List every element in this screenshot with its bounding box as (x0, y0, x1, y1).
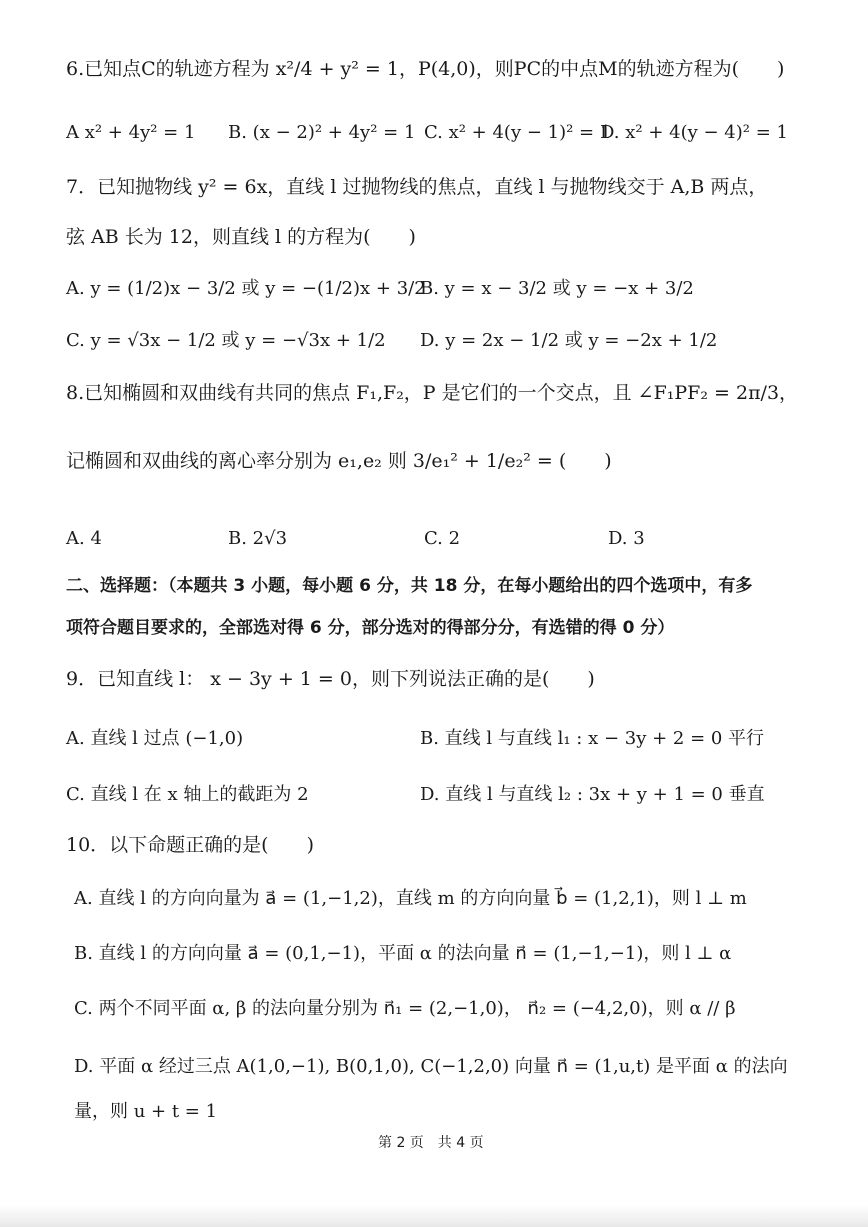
q7-option-b: B. y = x − 3/2 或 y = −x + 3/2 (420, 278, 694, 299)
q9-option-b: B. 直线 l 与直线 l₁ : x − 3y + 2 = 0 平行 (420, 728, 765, 749)
q7-option-a: A. y = (1/2)x − 3/2 或 y = −(1/2)x + 3/2 (66, 278, 426, 299)
q10-option-b: B. 直线 l 的方向向量 a⃗ = (0,1,−1)，平面 α 的法向量 n⃗ = (1,−1,−1)，则 l ⊥ α (74, 943, 732, 964)
q6-option-c: C. x² + 4(y − 1)² = 1 (424, 122, 612, 143)
page-footer: 第 2 页 共 4 页 (378, 1135, 484, 1151)
q8-stem-line1: 8.已知椭圆和双曲线有共同的焦点 F₁,F₂，P 是它们的一个交点，且 ∠F₁PF₂ = 2π/3， (66, 382, 799, 404)
q8-option-d: D. 3 (608, 528, 645, 549)
q10-option-a: A. 直线 l 的方向向量为 a⃗ = (1,−1,2)，直线 m 的方向向量 b⃗ = (1,2,1)，则 l ⊥ m (74, 888, 747, 909)
q9-option-a: A. 直线 l 过点 (−1,0) (66, 728, 244, 749)
scan-edge (0, 1205, 868, 1227)
q6-option-b: B. (x − 2)² + 4y² = 1 (228, 122, 416, 143)
q10-option-c: C. 两个不同平面 α, β 的法向量分别为 n⃗₁ = (2,−1,0)， n⃗₂ = (−4,2,0)，则 α // β (74, 998, 736, 1019)
q6-stem: 6.已知点C的轨迹方程为 x²/4 + y² = 1，P(4,0)，则PC的中点M的轨迹方程为( ) (66, 58, 785, 80)
q8-option-c: C. 2 (424, 528, 461, 549)
q7-option-c: C. y = √3x − 1/2 或 y = −√3x + 1/2 (66, 330, 386, 351)
q8-option-b: B. 2√3 (228, 528, 288, 549)
q8-option-a: A. 4 (66, 528, 102, 549)
q9-stem: 9．已知直线 l： x − 3y + 1 = 0，则下列说法正确的是( ) (66, 668, 595, 690)
q6-option-d: D. x² + 4(y − 4)² = 1 (600, 122, 788, 143)
section2-instructions-line2: 项符合题目要求的，全部选对得 6 分，部分选对的得部分分，有选错的得 0 分） (66, 618, 675, 638)
q9-option-d: D. 直线 l 与直线 l₂ : 3x + y + 1 = 0 垂直 (420, 784, 765, 805)
q10-option-d-line1: D. 平面 α 经过三点 A(1,0,−1), B(0,1,0), C(−1,2,0) 向量 n⃗ = (1,u,t) 是平面 α 的法向 (74, 1056, 788, 1077)
q6-option-a: A x² + 4y² = 1 (66, 122, 196, 143)
q9-option-c: C. 直线 l 在 x 轴上的截距为 2 (66, 784, 309, 805)
q10-stem: 10．以下命题正确的是( ) (66, 834, 315, 856)
q8-stem-line2: 记椭圆和双曲线的离心率分别为 e₁,e₂ 则 3/e₁² + 1/e₂² = ( ) (66, 450, 612, 472)
section2-instructions-line1: 二、选择题：（本题共 3 小题，每小题 6 分，共 18 分，在每小题给出的四个选项中，有多 (66, 576, 753, 596)
q7-stem-line2: 弦 AB 长为 12，则直线 l 的方程为( ) (66, 226, 416, 248)
q7-option-d: D. y = 2x − 1/2 或 y = −2x + 1/2 (420, 330, 718, 351)
q10-option-d-line2: 量，则 u + t = 1 (74, 1101, 218, 1122)
q7-stem-line1: 7．已知抛物线 y² = 6x，直线 l 过抛物线的焦点，直线 l 与抛物线交于 A,B 两点， (66, 176, 768, 198)
